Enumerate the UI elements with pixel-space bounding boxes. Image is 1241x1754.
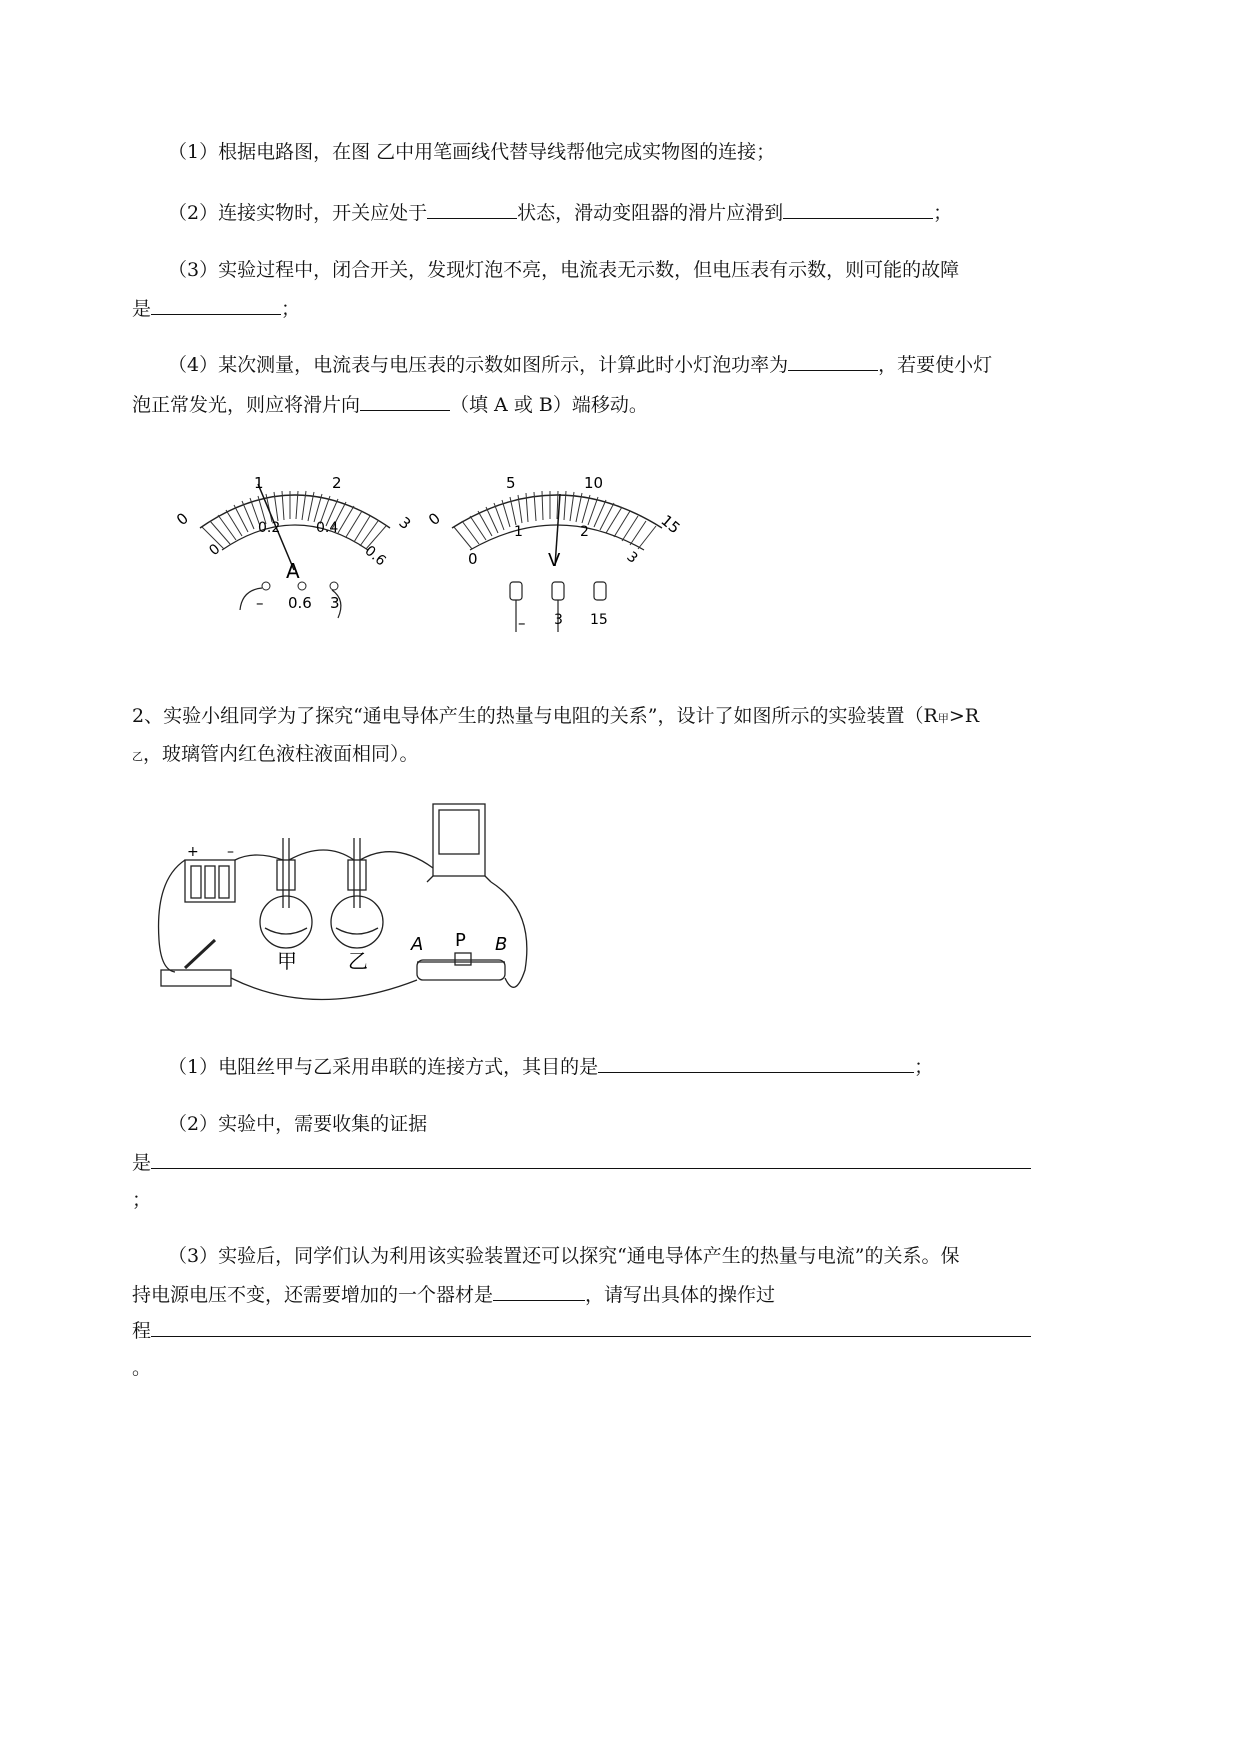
q2-part3-text-a: （3）实验后，同学们认为利用该实验装置还可以探究“通电导体产生的热量与电流”的关系。保 <box>168 1245 960 1267</box>
procedure-blank[interactable] <box>151 1318 1031 1337</box>
q2-part2-text-c: ； <box>132 1189 152 1211</box>
flask-label-jia: 甲 <box>277 949 297 973</box>
q2-intro-text-b: ，玻璃管内红色液柱液面相同）。 <box>143 743 419 765</box>
q2-intro-line1 <box>132 704 979 731</box>
battery-plus: + <box>187 844 199 860</box>
voltmeter-outer-tick-15: 15 <box>657 511 684 538</box>
ammeter-inner-tick-3: 0.6 <box>361 542 389 570</box>
q1-part3-text-a: （3）实验过程中，闭合开关，发现灯泡不亮，电流表无示数，但电压表有示数，则可能的故障 <box>168 259 960 281</box>
ammeter-terminal-0-6: 0.6 <box>288 594 312 612</box>
q2-part2-line1 <box>168 1112 427 1136</box>
flask-label-yi: 乙 <box>348 949 368 973</box>
voltmeter-unit: V <box>548 550 561 571</box>
flask-yi <box>331 896 383 948</box>
q1-part2-text-b: 状态，滑动变阻器的滑片应滑到 <box>517 202 784 224</box>
series-purpose-blank[interactable] <box>598 1054 914 1073</box>
q1-part1 <box>168 140 775 164</box>
flask-jia <box>260 896 312 948</box>
q2-part1-text-b: ； <box>914 1056 934 1078</box>
meters-figure <box>170 470 730 670</box>
q2-part3-text-b: 持电源电压不变，还需要增加的一个器材是 <box>132 1284 494 1306</box>
ammeter-outer-tick-3: 3 <box>395 513 415 534</box>
q2-part3-line2 <box>132 1282 775 1307</box>
q1-part4-line2 <box>132 392 648 417</box>
q2-part3-text-e: 。 <box>132 1357 152 1379</box>
q1-part3-text-b: 是 <box>132 298 152 320</box>
q2-intro-text-a: 2、实验小组同学为了探究“通电导体产生的热量与电阻的关系”，设计了如图所示的实验装置（R <box>132 705 938 727</box>
ammeter-outer-tick-1: 1 <box>254 474 264 492</box>
q1-part4-text-c: 泡正常发光，则应将滑片向 <box>132 394 361 416</box>
switch <box>161 970 231 986</box>
ammeter-unit: A <box>286 559 300 583</box>
q1-part3-line2 <box>132 296 300 321</box>
slider-position-blank[interactable] <box>783 200 933 219</box>
voltmeter-terminal-15: 15 <box>590 612 608 628</box>
q1-part4-text-b: ，若要使小灯 <box>878 354 993 376</box>
q2-part1 <box>168 1054 933 1079</box>
voltmeter-inner-tick-0: 0 <box>468 550 478 568</box>
rheostat-label-b: B <box>495 934 508 955</box>
switch-state-blank[interactable] <box>427 200 517 219</box>
voltmeter-terminal-3: 3 <box>554 612 563 628</box>
rheostat <box>417 960 505 980</box>
battery-minus: – <box>227 844 234 860</box>
q1-part2-text-a: （2）连接实物时，开关应处于 <box>168 202 428 224</box>
q1-part3-text-c: ； <box>281 298 301 320</box>
voltmeter-outer-tick-10: 10 <box>584 474 604 492</box>
voltmeter-outer-tick-5: 5 <box>506 474 516 492</box>
q2-part3-text-d: 程 <box>132 1320 152 1342</box>
rheostat-label-p: P <box>455 930 466 951</box>
direction-blank[interactable] <box>360 392 450 411</box>
fault-blank[interactable] <box>151 296 281 315</box>
ammeter-inner-tick-0: 0 <box>206 541 224 560</box>
ammeter-inner-tick-1: 0.2 <box>258 520 281 536</box>
voltmeter-inner-tick-3: 3 <box>623 548 641 567</box>
ammeter-terminal-minus: – <box>256 594 264 612</box>
q2-intro-gt: >R <box>948 705 980 727</box>
q2-part3-text-c: ，请写出具体的操作过 <box>585 1284 776 1306</box>
ammeter-outer-tick-0: 0 <box>173 509 192 530</box>
rheostat-label-a: A <box>411 934 424 955</box>
q2-part3-line1 <box>168 1244 960 1268</box>
q2-part2-line3 <box>132 1188 151 1212</box>
ammeter-terminal-3: 3 <box>330 594 340 612</box>
q2-sub-jia: 甲 <box>937 712 949 725</box>
q2-part1-text-a: （1）电阻丝甲与乙采用串联的连接方式，其目的是 <box>168 1056 599 1078</box>
q2-sub-yi: 乙 <box>132 750 143 763</box>
q1-part4-text-a: （4）某次测量，电流表与电压表的示数如图所示，计算此时小灯泡功率为 <box>168 354 789 376</box>
q1-part2-text-c: ； <box>933 202 953 224</box>
ammeter-inner-tick-2: 0.4 <box>316 520 339 536</box>
q2-intro-line2 <box>132 742 419 769</box>
equipment-blank[interactable] <box>493 1282 585 1301</box>
voltmeter-terminal-minus: – <box>518 614 526 632</box>
q2-part2-text-b: 是 <box>132 1152 152 1174</box>
power-blank[interactable] <box>788 352 878 371</box>
q2-part3-line3 <box>132 1318 1031 1343</box>
q1-part3-line1 <box>168 258 959 282</box>
q1-part4-line1 <box>168 352 992 377</box>
evidence-blank[interactable] <box>151 1150 1031 1169</box>
voltmeter <box>425 474 684 632</box>
q2-part3-line4 <box>132 1356 151 1380</box>
voltmeter-inner-tick-1: 1 <box>514 524 523 540</box>
q2-part2-text-a: （2）实验中，需要收集的证据 <box>168 1113 428 1135</box>
q1-part4-text-d: （填 A 或 B）端移动。 <box>450 394 648 416</box>
ammeter-outer-tick-2: 2 <box>332 474 342 492</box>
apparatus-figure <box>155 800 555 1020</box>
voltmeter-inner-tick-2: 2 <box>580 524 589 540</box>
q1-part1-text: （1）根据电路图，在图 乙中用笔画线代替导线帮他完成实物图的连接； <box>168 141 776 163</box>
voltmeter-outer-tick-0: 0 <box>425 509 444 530</box>
ammeter <box>173 474 414 618</box>
q2-part2-line2 <box>132 1150 1031 1175</box>
q1-part2 <box>168 200 952 225</box>
meter-box <box>433 804 485 876</box>
